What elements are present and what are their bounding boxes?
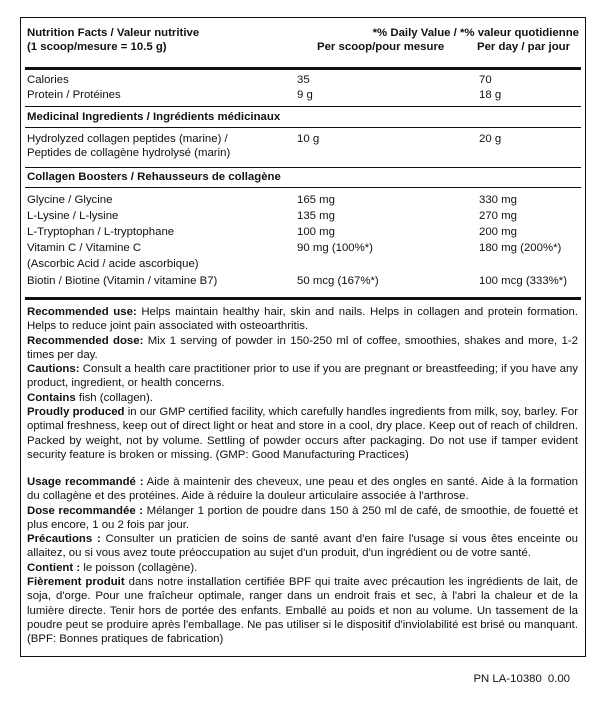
booster-row	[27, 193, 579, 208]
precautions: Précautions : Consulter un praticien de soins de santé avant d'en faire l'usage si vous êtes enceinte ou allaitez, ou si vous avez toute préoccupation au sujet d'un produit, d'un ingrédient ou de votre santé.	[27, 533, 578, 560]
nutrient-per-scoop: 9 g	[297, 89, 313, 101]
booster-per-scoop: 90 mg (100%*)	[297, 242, 373, 254]
ingredient-name-line1: Hydrolyzed collagen peptides (marine) /	[27, 133, 228, 145]
booster-row	[27, 257, 579, 272]
daily-value-note: *% Daily Value / *% valeur quotidienne	[372, 27, 579, 39]
contient: Contient : le poisson (collagène).	[27, 561, 198, 574]
medicinal-heading: Medicinal Ingredients / Ingrédients médicinaux	[27, 111, 281, 123]
medicinal-row	[27, 132, 579, 162]
header-title: Nutrition Facts / Valeur nutritive	[27, 27, 200, 39]
divider	[25, 127, 581, 128]
dose-recommandee: Dose recommandée : Mélanger 1 portion de poudre dans 150 à 250 ml de café, de smoothie, de fouetté et plus encore, 1 ou 2 fois par jour.	[27, 504, 578, 531]
cautions: Cautions: Consult a health care practitioner prior to use if you are pregnant or breastfeeding; if you have any product, ingredient, or health concerns.	[27, 363, 578, 390]
contains: Contains fish (collagen).	[27, 391, 153, 404]
divider	[25, 106, 581, 107]
booster-name: L-Tryptophan / L-tryptophane	[27, 226, 175, 238]
booster-name: (Ascorbic Acid / acide ascorbique)	[27, 258, 199, 270]
booster-row	[27, 241, 579, 256]
ingredient-name-line2: Peptides de collagène hydrolysé (marin)	[27, 147, 231, 160]
booster-row	[27, 274, 579, 289]
booster-name: Biotin / Biotine (Vitamin / vitamine B7)	[27, 275, 218, 287]
booster-per-day: 200 mg	[479, 226, 517, 238]
booster-per-day: 180 mg (200%*)	[479, 242, 562, 254]
ingredient-name	[27, 132, 230, 161]
ingredient-per-scoop: 10 g	[297, 133, 320, 145]
part-number: PN LA-10380	[473, 673, 542, 685]
booster-row	[27, 209, 579, 224]
nutrient-row-calories	[27, 73, 579, 88]
divider	[25, 167, 581, 168]
booster-per-scoop: 135 mg	[297, 210, 335, 222]
recommended-dose: Recommended dose: Mix 1 serving of powder in 150-250 ml of coffee, smoothies, shakes and more, 1-2 times per day.	[27, 334, 578, 361]
nutrient-per-day: 18 g	[479, 89, 502, 101]
divider	[25, 187, 581, 188]
nutrition-facts-panel	[20, 17, 586, 657]
ingredient-per-day: 20 g	[479, 133, 502, 145]
boosters-heading: Collagen Boosters / Rehausseurs de collagène	[27, 171, 281, 183]
nutrient-per-scoop: 35	[297, 74, 310, 86]
version-number: 0.00	[547, 673, 570, 685]
divider-thick	[25, 297, 581, 300]
booster-per-day: 270 mg	[479, 210, 517, 222]
col-header-per-scoop: Per scoop/pour mesure	[317, 41, 445, 53]
booster-name: Vitamin C / Vitamine C	[27, 242, 142, 254]
nutrient-per-day: 70	[479, 74, 492, 86]
booster-row	[27, 225, 579, 240]
usage-recommande: Usage recommandé : Aide à maintenir des cheveux, une peau et des ongles en santé. Aide à la formation du collagène et des protéines. Aide à réduire la douleur articulaire associée à l'arthrose.	[27, 476, 578, 503]
divider-thick	[25, 67, 581, 70]
nutrient-name: Protein / Protéines	[27, 89, 121, 101]
booster-name: L-Lysine / L-lysine	[27, 210, 119, 222]
booster-name: Glycine / Glycine	[27, 194, 113, 206]
col-header-per-day: Per day / par jour	[477, 41, 571, 53]
recommended-use: Recommended use: Helps maintain healthy hair, skin and nails. Helps in collagen and protein formation. Helps to reduce joint pain associated with osteoarthritis.	[27, 306, 578, 333]
proudly-produced: Proudly produced in our GMP certified facility, which carefully handles ingredients from milk, soy, barley. For optimal freshness, keep out of direct light or heat and store in a cool, dry place. Keep out of reach of children. Packed by weight, not by volume. Settling of powder occurs after packaging. Do not use if tamper evident security feature is broken or missing. (GMP: Good Manufacturing Practices)	[27, 406, 578, 461]
serving-size: (1 scoop/mesure = 10.5 g)	[27, 41, 167, 54]
booster-per-scoop: 165 mg	[297, 194, 335, 206]
nutrient-name: Calories	[27, 74, 69, 86]
fierement-produit: Fièrement produit dans notre installation certifiée BPF qui traite avec précaution les ingrédients de lait, de soja, d'orge. Pour une fraîcheur optimale, ranger dans un endroit frais et sec, à l'abri la chaleur et de la lumière directe. Tenir hors de portée des enfants. Emballé au poids et non au volume. Un tassement de la poudre peut se produire après l'emballage. Ne pas utiliser si le dispositif d'inviolabilité est brisé ou manquant. (BPF: Bonnes pratiques de fabrication)	[27, 576, 578, 646]
english-info	[27, 305, 578, 462]
part-number-footer	[473, 672, 570, 686]
header-title-block	[27, 26, 199, 55]
french-info	[27, 475, 578, 647]
booster-per-scoop: 50 mcg (167%*)	[297, 275, 379, 287]
booster-per-day: 100 mcg (333%*)	[479, 275, 568, 287]
booster-per-scoop: 100 mg	[297, 226, 335, 238]
nutrient-row-protein	[27, 88, 579, 103]
booster-per-day: 330 mg	[479, 194, 517, 206]
